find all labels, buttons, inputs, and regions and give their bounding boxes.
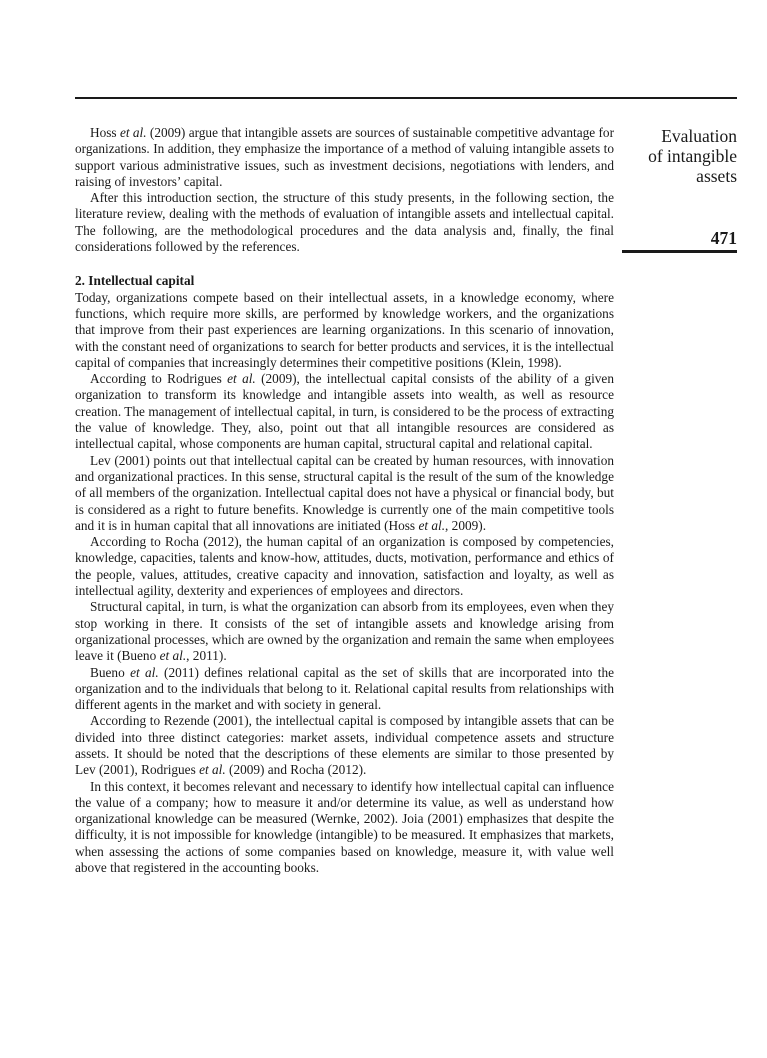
text-run: In this context, it becomes relevant and necessary to identify how intellectual capital can influence the value of a company; how to measure it and/or determine its value, as well as understand how organizational knowledge can be measured (Wernke, 2002). Joia (2001) emphasizes that despite the difficulty, it is not impossible for knowledge (intangible) to be measured. It emphasizes that markets, when assessing the actions of some companies based on knowledge, measure it, with value well above that registered in the accounting books. <box>75 778 614 876</box>
italic-text: et al. <box>418 517 446 533</box>
paragraph <box>75 713 614 778</box>
paragraph <box>75 371 614 452</box>
top-rule <box>75 97 737 99</box>
italic-text: et al. <box>227 371 256 387</box>
text-run: According to Rocha (2012), the human capital of an organization is composed by competencies, knowledge, capacities, talents and know-how, attitudes, ducts, motivation, performance and ethics of the people, values, attitudes, creative capacity and innovation, satisfaction and loyalty, as well as intellectual agility, dexterity and experiences of employees and directors. <box>75 534 614 599</box>
paragraph <box>75 599 614 664</box>
paragraph <box>75 190 614 255</box>
text-run: Hoss <box>90 125 120 140</box>
paragraph <box>75 779 614 877</box>
text-run: According to Rezende (2001), the intellectual capital is composed by intangible assets that can be divided into three distinct categories: market assets, individual competence assets and structure assets. It should be noted that the descriptions of these elements are similar to those presented by Lev (2001), Rodrigues <box>75 713 614 778</box>
italic-text: et al. <box>199 762 226 778</box>
running-title-line: Evaluation <box>661 126 737 146</box>
side-rule <box>622 250 737 253</box>
section-body <box>75 290 614 877</box>
text-run: , 2009). <box>445 517 487 533</box>
text-run: Today, organizations compete based on their intellectual assets, in a knowledge economy, where functions, which require more skills, are performed by knowledge workers, and the organizations that improve from their past experiences are learning organizations. In this scenario of innovation, with the constant need of organizations to search for better products and services, it is the intellectual capital of companies that increasingly determines their competitive positions (Klein, 1998). <box>75 289 614 370</box>
running-title <box>597 126 737 186</box>
paragraph <box>75 290 614 371</box>
page-number: 471 <box>710 228 737 248</box>
italic-text: et al. <box>159 648 187 664</box>
section-heading: 2. Intellectual capital <box>75 273 195 289</box>
text-run: (2009), the intellectual capital consists of the ability of a given organization to transform its knowledge and intangible assets into wealth, as well as resource creation. The management of intellectual capital, in turn, is considered to be the process of extracting the value of knowledge. They, also, point out that all intangible resources are considered as intellectual capital, whose components are human capital, structural capital and relational capital. <box>75 371 614 452</box>
text-run: (2009) argue that intangible assets are sources of sustainable competitive advantage for organizations. In addition, they emphasize the importance of a method of valuing intangible assets to support various administrative issues, such as investment decisions, negotiations with lenders, and raising of investors’ capital. <box>75 125 614 189</box>
paragraph <box>75 453 614 534</box>
text-run: , 2011). <box>186 648 227 664</box>
text-run: Structural capital, in turn, is what the organization can absorb from its employees, even when they stop working in there. It consists of the set of intangible assets and knowledge arising from organizational processes, which are owned by the organization and remain the same when employees leave it (Bueno <box>75 599 614 664</box>
text-run: Lev (2001) points out that intellectual capital can be created by human resources, with innovation and organizational practices. In this sense, structural capital is the result of the sum of the knowledge of all members of the organization. Intellectual capital does not have a physical or financial body, but is considered as a right to future benefits. Knowledge is currently one of the main competitive tools and it is in human capital that all innovations are initiated (Hoss <box>75 452 614 533</box>
text-run: Bueno <box>90 664 131 680</box>
main-text <box>75 125 614 876</box>
section-gap <box>75 255 614 273</box>
intro-section <box>75 125 614 255</box>
text-run: (2009) and Rocha (2012). <box>225 762 367 778</box>
text-run: After this introduction section, the structure of this study presents, in the following section, the literature review, dealing with the methods of evaluation of intangible assets and intellectual capital. The following, are the methodological procedures and the data analysis and, finally, the final considerations followed by the references. <box>75 190 614 255</box>
italic-text: et al. <box>119 125 147 140</box>
text-run: According to Rodrigues <box>90 371 228 387</box>
italic-text: et al. <box>130 664 159 680</box>
paragraph <box>75 125 614 190</box>
paragraph <box>75 534 614 599</box>
paragraph <box>75 665 614 714</box>
text-run: (2011) defines relational capital as the set of skills that are incorporated into the organization and to the individuals that belong to it. Relational capital results from relationships with different agents in the market and with society in general. <box>75 664 614 713</box>
running-title-line: assets <box>696 166 737 186</box>
running-title-line: of intangible <box>648 146 737 166</box>
